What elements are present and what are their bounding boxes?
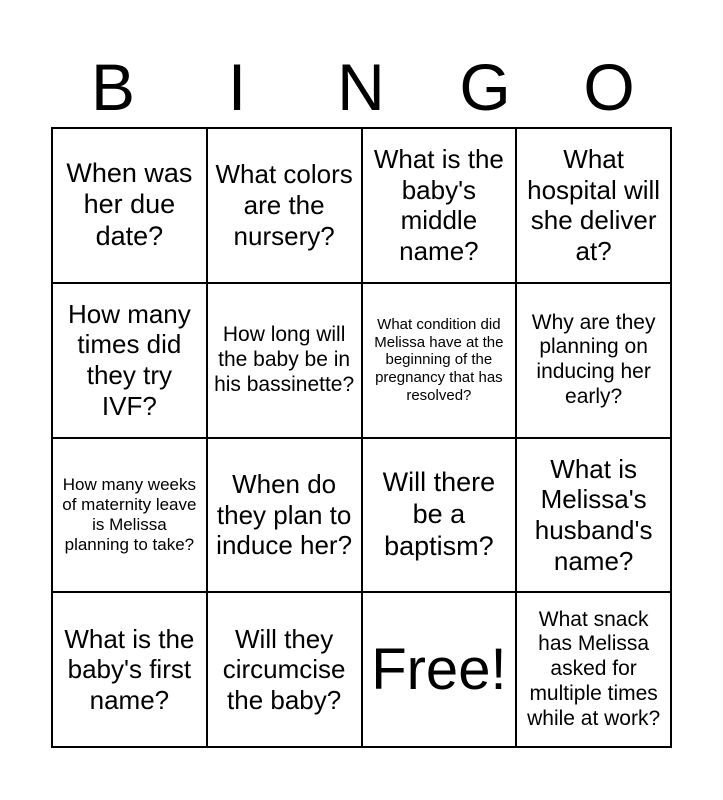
cell-text: How many times did they try IVF? [67, 298, 191, 421]
bingo-board [51, 127, 672, 748]
bingo-cell-r2c2[interactable] [208, 284, 363, 439]
bingo-cell-r3c4[interactable] [517, 439, 672, 594]
cell-text: What snack has Melissa asked for multiple times while at work? [527, 607, 661, 730]
bingo-cell-r1c1[interactable] [53, 129, 208, 284]
bingo-header [51, 52, 671, 122]
cell-text: What colors are the nursery? [215, 159, 353, 251]
cell-text: What is the baby's middle name? [373, 144, 504, 267]
bingo-cell-r1c2[interactable] [208, 129, 363, 284]
cell-text: Will there be a baptism? [382, 467, 496, 561]
free-space-text: Free! [371, 636, 507, 702]
bingo-cell-r4c1[interactable] [53, 593, 208, 748]
cell-text: What hospital will she deliver at? [527, 144, 661, 267]
bingo-cell-r2c1[interactable] [53, 284, 208, 439]
bingo-cell-r1c4[interactable] [517, 129, 672, 284]
header-letter-g: G [459, 50, 511, 124]
bingo-cell-r3c2[interactable] [208, 439, 363, 594]
cell-text: What is the baby's first name? [64, 623, 195, 715]
cell-text: How many weeks of maternity leave is Melissa planning to take? [62, 474, 197, 554]
cell-text: When was her due date? [66, 157, 193, 252]
cell-text: How long will the baby be in his bassinette? [214, 322, 355, 396]
cell-text: Why are they planning on inducing her early? [531, 310, 656, 408]
header-letter-o: O [583, 50, 635, 124]
bingo-cell-r3c3[interactable] [363, 439, 518, 594]
free-space-cell[interactable] [363, 593, 518, 748]
header-letter-b: B [90, 50, 136, 124]
cell-text: What is Melissa's husband's name? [534, 453, 653, 576]
cell-text: Will they circumcise the baby? [222, 623, 346, 715]
cell-text: What condition did Melissa have at the beginning of the pregnancy that has resolved? [374, 315, 504, 404]
header-letter-n: N [337, 50, 385, 124]
bingo-cell-r2c3[interactable] [363, 284, 518, 439]
bingo-cell-r1c3[interactable] [363, 129, 518, 284]
bingo-cell-r2c4[interactable] [517, 284, 672, 439]
bingo-cell-r3c1[interactable] [53, 439, 208, 594]
bingo-cell-r4c2[interactable] [208, 593, 363, 748]
bingo-cell-r4c4[interactable] [517, 593, 672, 748]
cell-text: When do they plan to induce her? [216, 468, 353, 561]
header-letter-i: I [227, 50, 247, 124]
